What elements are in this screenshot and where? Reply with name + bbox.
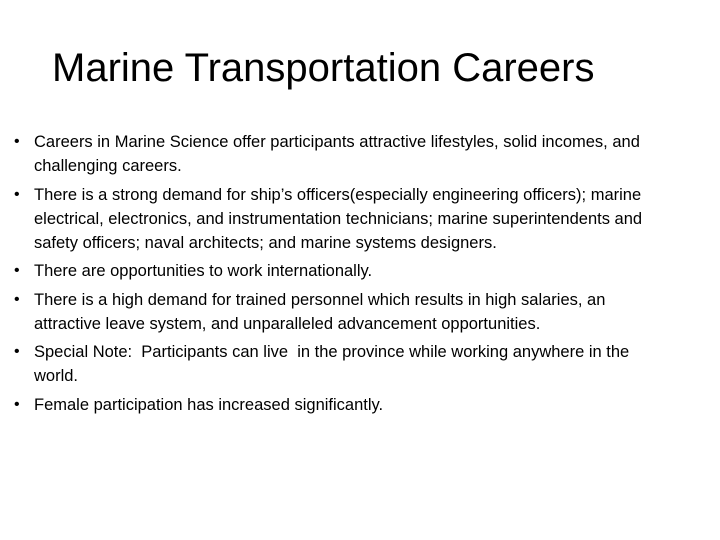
bullet-list	[14, 130, 654, 421]
bullet-text: Careers in Marine Science offer participants attractive lifestyles, solid incomes, and challenging careers.	[34, 133, 640, 175]
bullet-icon: •	[14, 262, 20, 279]
bullet-text: There are opportunities to work internationally.	[34, 262, 373, 280]
bullet-item	[14, 259, 654, 283]
bullet-text: Female participation has increased significantly.	[34, 395, 384, 414]
bullet-item	[14, 183, 654, 255]
bullet-icon: •	[14, 290, 20, 308]
bullet-icon: •	[14, 133, 20, 150]
bullet-item	[14, 288, 654, 336]
bullet-item	[14, 340, 654, 388]
bullet-text: Special Note: Participants can live in the province while working anywhere in the world.	[34, 343, 634, 385]
bullet-text: There is a strong demand for ship’s officers(especially engineering officers); marine electrical, electronics, and instrumentation technicians; marine superintendents and safety officers; naval architects; and marine systems designers.	[34, 185, 643, 252]
bullet-item	[14, 393, 654, 417]
bullet-text: There is a high demand for trained personnel which results in high salaries, an attractive leave system, and unparalleled advancement opportunities.	[34, 290, 606, 333]
bullet-icon: •	[14, 343, 20, 360]
slide-title: Marine Transportation Careers	[52, 46, 595, 90]
bullet-icon: •	[14, 185, 20, 203]
bullet-item	[14, 130, 654, 178]
bullet-icon: •	[14, 395, 20, 413]
